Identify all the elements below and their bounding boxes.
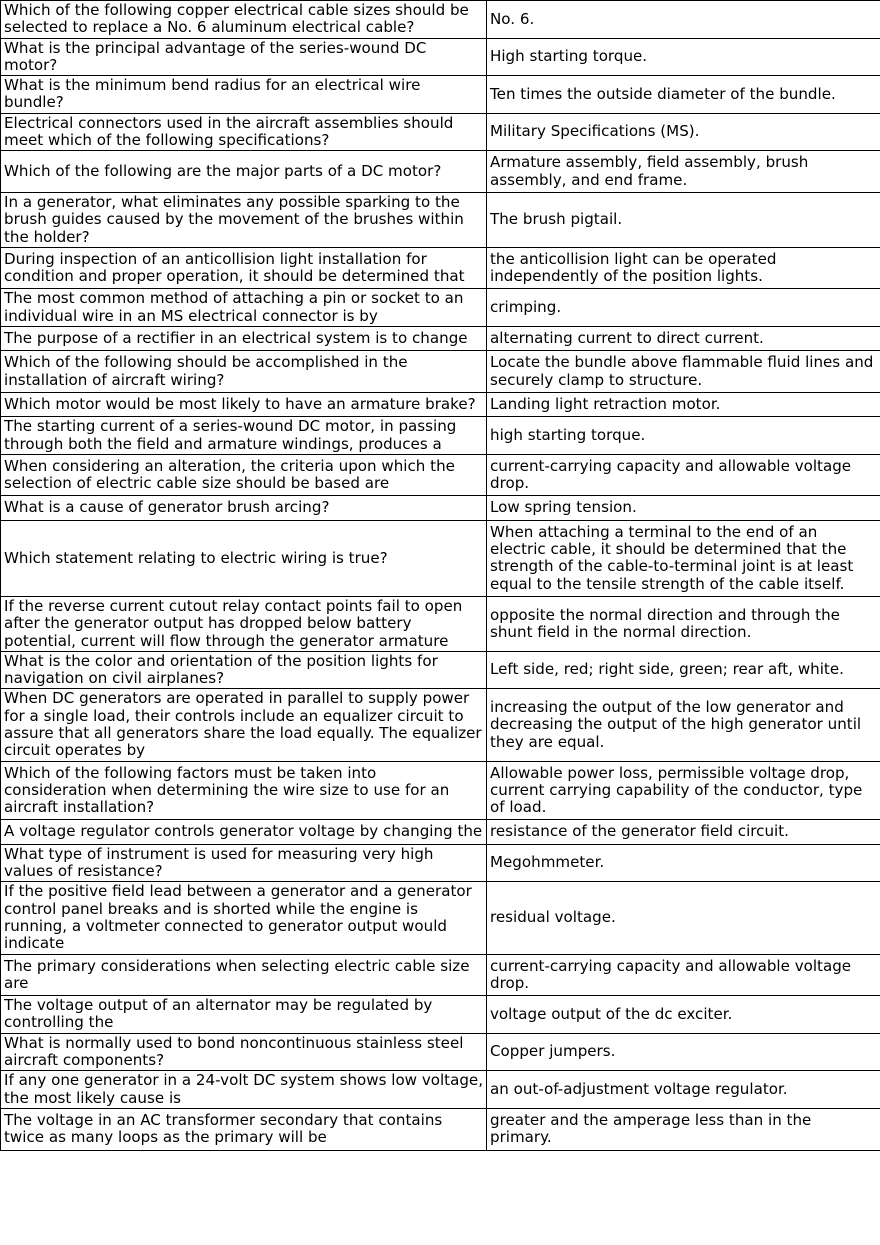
answer-cell: Armature assembly, field assembly, brush assembly, and end frame.	[487, 151, 880, 193]
question-cell: The voltage output of an alternator may be regulated by controlling the	[1, 996, 487, 1034]
table-row	[1, 76, 880, 114]
question-cell: If any one generator in a 24-volt DC system shows low voltage, the most likely cause is	[1, 1071, 487, 1109]
answer-cell: When attaching a terminal to the end of an electric cable, it should be determined that the strength of the cable-to-terminal joint is at least equal to the tensile strength of the cable itself.	[487, 520, 880, 596]
question-cell: If the reverse current cutout relay contact points fail to open after the generator output has dropped below battery potential, current will flow through the generator armature	[1, 596, 487, 651]
question-cell: What is normally used to bond noncontinuous stainless steel aircraft components?	[1, 1033, 487, 1071]
table-row	[1, 351, 880, 393]
answer-cell: Locate the bundle above flammable fluid lines and securely clamp to structure.	[487, 351, 880, 393]
table-row	[1, 247, 880, 289]
question-cell: The purpose of a rectifier in an electrical system is to change	[1, 327, 487, 351]
answer-cell: increasing the output of the low generator and decreasing the output of the high generator until they are equal.	[487, 689, 880, 761]
question-cell: Which motor would be most likely to have an armature brake?	[1, 392, 487, 416]
table-row	[1, 417, 880, 455]
table-row	[1, 1033, 880, 1071]
answer-cell: high starting torque.	[487, 417, 880, 455]
question-cell: A voltage regulator controls generator voltage by changing the	[1, 820, 487, 844]
answer-cell: current-carrying capacity and allowable voltage drop.	[487, 954, 880, 996]
answer-cell: greater and the amperage less than in the primary.	[487, 1108, 880, 1150]
table-row	[1, 113, 880, 151]
answer-cell: The brush pigtail.	[487, 192, 880, 247]
table-row	[1, 882, 880, 954]
table-row	[1, 651, 880, 689]
table-row	[1, 954, 880, 996]
answer-cell: Copper jumpers.	[487, 1033, 880, 1071]
question-cell: The voltage in an AC transformer secondary that contains twice as many loops as the primary will be	[1, 1108, 487, 1150]
table-row	[1, 820, 880, 844]
answer-cell: No. 6.	[487, 1, 880, 39]
table-row	[1, 844, 880, 882]
question-cell: During inspection of an anticollision light installation for condition and proper operation, it should be determined that	[1, 247, 487, 289]
answer-cell: resistance of the generator field circuit.	[487, 820, 880, 844]
question-cell: When DC generators are operated in parallel to supply power for a single load, their controls include an equalizer circuit to assure that all generators share the load equally. The equalizer circuit operates by	[1, 689, 487, 761]
question-cell: What is the color and orientation of the position lights for navigation on civil airplanes?	[1, 651, 487, 689]
question-cell: Which of the following copper electrical cable sizes should be selected to replace a No. 6 aluminum electrical cable?	[1, 1, 487, 39]
answer-cell: the anticollision light can be operated independently of the position lights.	[487, 247, 880, 289]
table-row	[1, 1071, 880, 1109]
table-row	[1, 689, 880, 761]
question-cell: What is a cause of generator brush arcing?	[1, 496, 487, 520]
answer-cell: Low spring tension.	[487, 496, 880, 520]
question-cell: Which of the following factors must be taken into consideration when determining the wire size to use for an aircraft installation?	[1, 761, 487, 820]
answer-cell: alternating current to direct current.	[487, 327, 880, 351]
answer-cell: opposite the normal direction and through the shunt field in the normal direction.	[487, 596, 880, 651]
answer-cell: High starting torque.	[487, 38, 880, 76]
answer-cell: crimping.	[487, 289, 880, 327]
answer-cell: an out-of-adjustment voltage regulator.	[487, 1071, 880, 1109]
table-row	[1, 596, 880, 651]
table-row	[1, 1, 880, 39]
question-cell: Which statement relating to electric wiring is true?	[1, 520, 487, 596]
answer-cell: Ten times the outside diameter of the bundle.	[487, 76, 880, 114]
table-row	[1, 38, 880, 76]
question-cell: Which of the following are the major parts of a DC motor?	[1, 151, 487, 193]
qa-table-body	[1, 1, 880, 1151]
table-row	[1, 520, 880, 596]
answer-cell: Allowable power loss, permissible voltage drop, current carrying capability of the conductor, type of load.	[487, 761, 880, 820]
table-row	[1, 496, 880, 520]
table-row	[1, 327, 880, 351]
table-row	[1, 151, 880, 193]
answer-cell: residual voltage.	[487, 882, 880, 954]
answer-cell: Military Specifications (MS).	[487, 113, 880, 151]
table-row	[1, 761, 880, 820]
question-cell: What type of instrument is used for measuring very high values of resistance?	[1, 844, 487, 882]
question-cell: What is the minimum bend radius for an electrical wire bundle?	[1, 76, 487, 114]
question-cell: When considering an alteration, the criteria upon which the selection of electric cable size should be based are	[1, 454, 487, 496]
question-cell: If the positive field lead between a generator and a generator control panel breaks and is shorted while the engine is running, a voltmeter connected to generator output would indicate	[1, 882, 487, 954]
table-row	[1, 392, 880, 416]
table-row	[1, 192, 880, 247]
answer-cell: Landing light retraction motor.	[487, 392, 880, 416]
answer-cell: Left side, red; right side, green; rear aft, white.	[487, 651, 880, 689]
table-row	[1, 1108, 880, 1150]
answer-cell: voltage output of the dc exciter.	[487, 996, 880, 1034]
table-row	[1, 289, 880, 327]
table-row	[1, 996, 880, 1034]
question-cell: What is the principal advantage of the series-wound DC motor?	[1, 38, 487, 76]
table-row	[1, 454, 880, 496]
question-cell: The most common method of attaching a pin or socket to an individual wire in an MS electrical connector is by	[1, 289, 487, 327]
question-cell: Which of the following should be accomplished in the installation of aircraft wiring?	[1, 351, 487, 393]
question-cell: The primary considerations when selecting electric cable size are	[1, 954, 487, 996]
answer-cell: current-carrying capacity and allowable voltage drop.	[487, 454, 880, 496]
question-cell: Electrical connectors used in the aircraft assemblies should meet which of the following specifications?	[1, 113, 487, 151]
answer-cell: Megohmmeter.	[487, 844, 880, 882]
question-cell: In a generator, what eliminates any possible sparking to the brush guides caused by the movement of the brushes within the holder?	[1, 192, 487, 247]
question-cell: The starting current of a series-wound DC motor, in passing through both the field and armature windings, produces a	[1, 417, 487, 455]
